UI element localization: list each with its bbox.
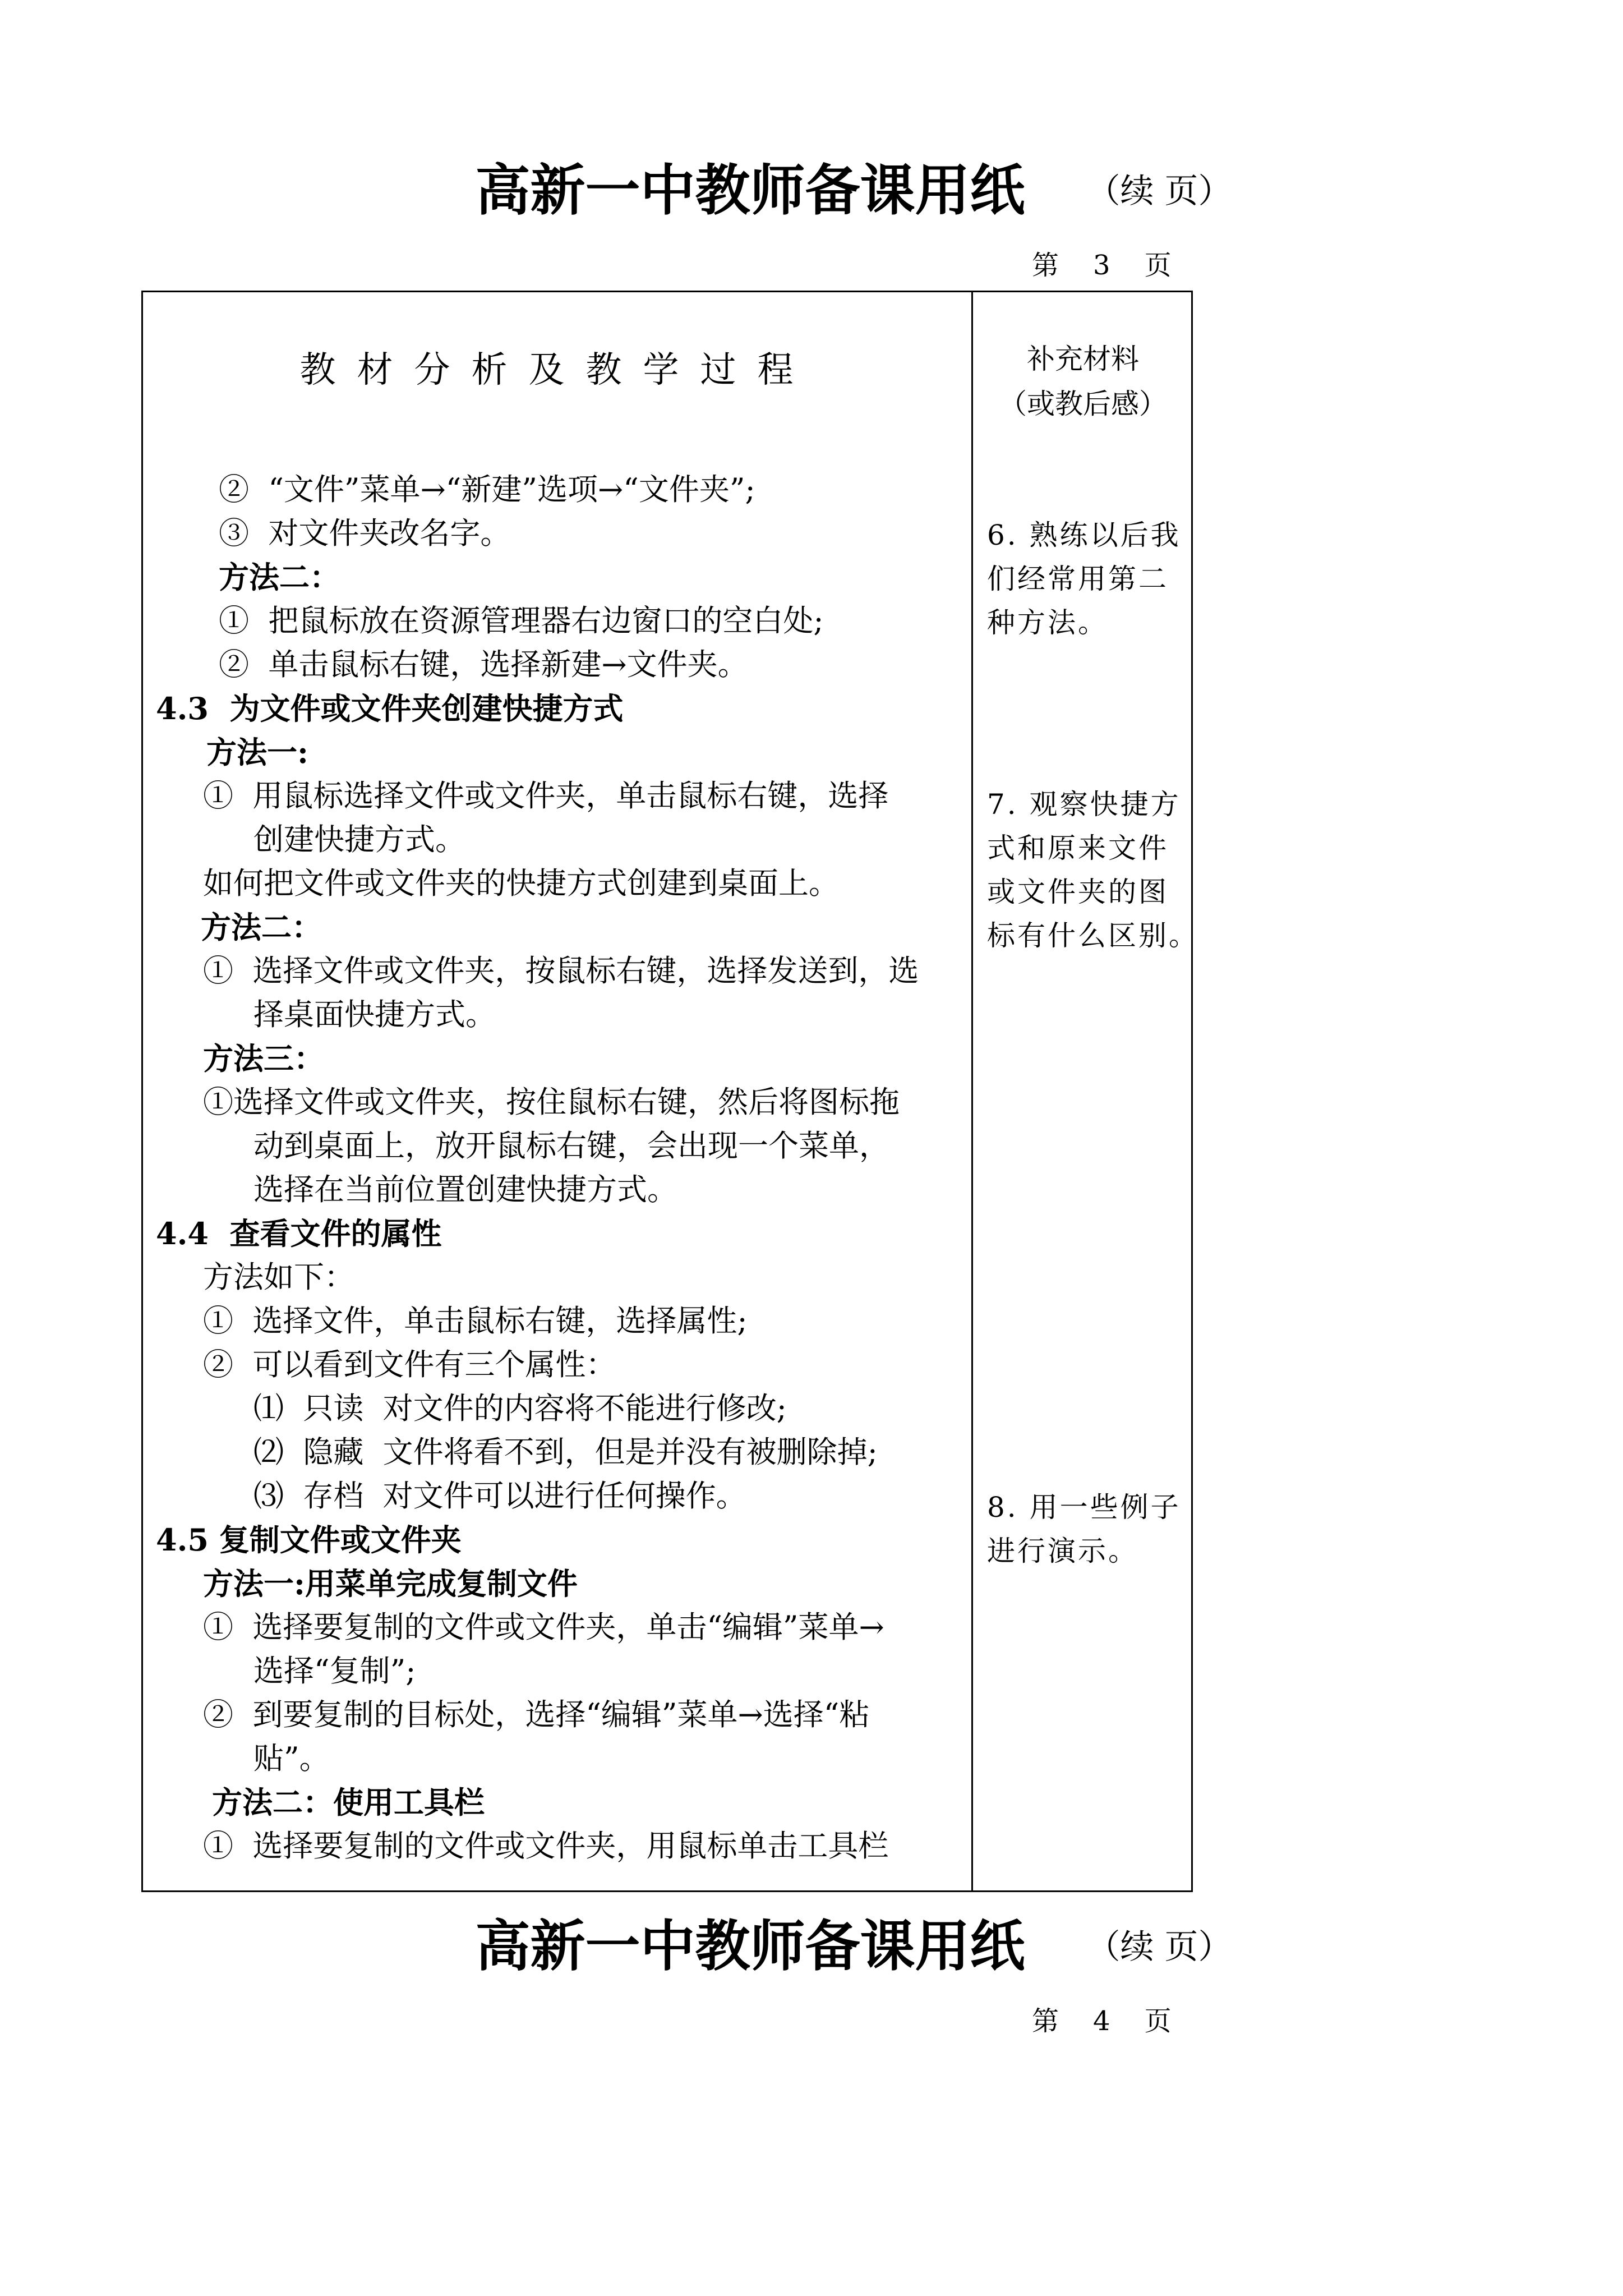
side-note-line: 7. 观察快捷方: [987, 788, 1181, 821]
next-page-title: [0, 1913, 1623, 1981]
content-line: 方法一:: [206, 734, 308, 770]
page-title: [0, 157, 1623, 225]
side-heading-line: 补充材料: [1027, 343, 1139, 375]
next-page-number: 第 4 页: [1032, 2005, 1172, 2037]
side-note: [987, 513, 1183, 645]
content-line: ① 选择文件或文件夹，按鼠标右键，选择发送到，选: [203, 953, 919, 988]
side-column-heading: [973, 337, 1193, 426]
content-line: 如何把文件或文件夹的快捷方式创建到桌面上。: [203, 866, 839, 901]
content-line: 贴”。: [253, 1741, 330, 1776]
content-line: ② 到要复制的目标处，选择“编辑”菜单→选择“粘: [203, 1697, 870, 1732]
content-line: 选择在当前位置创建快捷方式。: [253, 1172, 677, 1207]
content-line: 动到桌面上，放开鼠标右键，会出现一个菜单，: [253, 1128, 889, 1163]
content-line: ③ 对文件夹改名字。: [219, 516, 511, 551]
content-line: ⑴ 只读 对文件的内容将不能进行修改;: [253, 1391, 787, 1426]
side-note-line: 们经常用第二: [987, 563, 1169, 595]
side-note-line: 进行演示。: [987, 1535, 1138, 1567]
page-title-text: 高新一中教师备课用纸: [475, 159, 1025, 223]
content-line: ① 选择文件，单击鼠标右键，选择属性;: [203, 1303, 748, 1338]
content-line: 方法三：: [203, 1041, 324, 1076]
content-line: 方法二：: [219, 559, 340, 595]
content-line: ⑶ 存档 对文件可以进行任何操作。: [253, 1478, 746, 1513]
content-line: ① 选择要复制的文件或文件夹，用鼠标单击工具栏: [203, 1828, 889, 1864]
content-line: 方法一:用菜单完成复制文件: [203, 1566, 578, 1602]
content-line: ② 单击鼠标右键，选择新建→文件夹。: [219, 647, 748, 682]
side-note: [987, 1485, 1183, 1573]
content-line: ⑵ 隐藏 文件将看不到，但是并没有被删除掉;: [253, 1434, 878, 1470]
continued-label: （续 页）: [1086, 172, 1232, 211]
content-line: 选择“复制”;: [253, 1653, 416, 1688]
column-divider: [971, 291, 973, 1892]
content-line: 方法二：: [201, 909, 322, 945]
content-line: 方法如下：: [203, 1259, 354, 1295]
side-note-line: 式和原来文件: [987, 832, 1169, 864]
side-note: [987, 783, 1199, 958]
column-heading: 教材分析及教学过程: [299, 349, 815, 391]
side-note-line: 8. 用一些例子: [987, 1491, 1181, 1524]
side-note-line: 标有什么区别。: [987, 919, 1199, 952]
next-page-title-text: 高新一中教师备课用纸: [475, 1915, 1025, 1978]
side-note-line: 6. 熟练以后我: [987, 519, 1181, 551]
side-heading-line: （或教后感）: [999, 388, 1167, 420]
next-continued-label: （续 页）: [1086, 1927, 1232, 1967]
content-line: ①选择文件或文件夹，按住鼠标右键，然后将图标拖: [203, 1084, 900, 1120]
content-line: 择桌面快捷方式。: [253, 997, 496, 1032]
content-line: ① 用鼠标选择文件或文件夹，单击鼠标右键，选择: [203, 778, 889, 813]
content-line: ① 选择要复制的文件或文件夹，单击“编辑”菜单→: [203, 1609, 884, 1645]
side-note-line: 种方法。: [987, 606, 1108, 639]
content-line: ② “文件”菜单→“新建”选项→“文件夹”;: [219, 472, 755, 507]
side-note-line: 或文件夹的图: [987, 876, 1169, 908]
content-line: ① 把鼠标放在资源管理器右边窗口的空白处;: [219, 603, 824, 638]
content-line: ② 可以看到文件有三个属性：: [203, 1347, 616, 1382]
section-heading: 4.5 复制文件或文件夹: [156, 1522, 462, 1558]
section-heading: 4.3 为文件或文件夹创建快捷方式: [156, 691, 624, 726]
content-line: 方法二：使用工具栏: [212, 1784, 485, 1820]
content-line: 创建快捷方式。: [253, 822, 465, 857]
page-number: 第 3 页: [1032, 250, 1172, 281]
section-heading: 4.4 查看文件的属性: [156, 1216, 442, 1251]
